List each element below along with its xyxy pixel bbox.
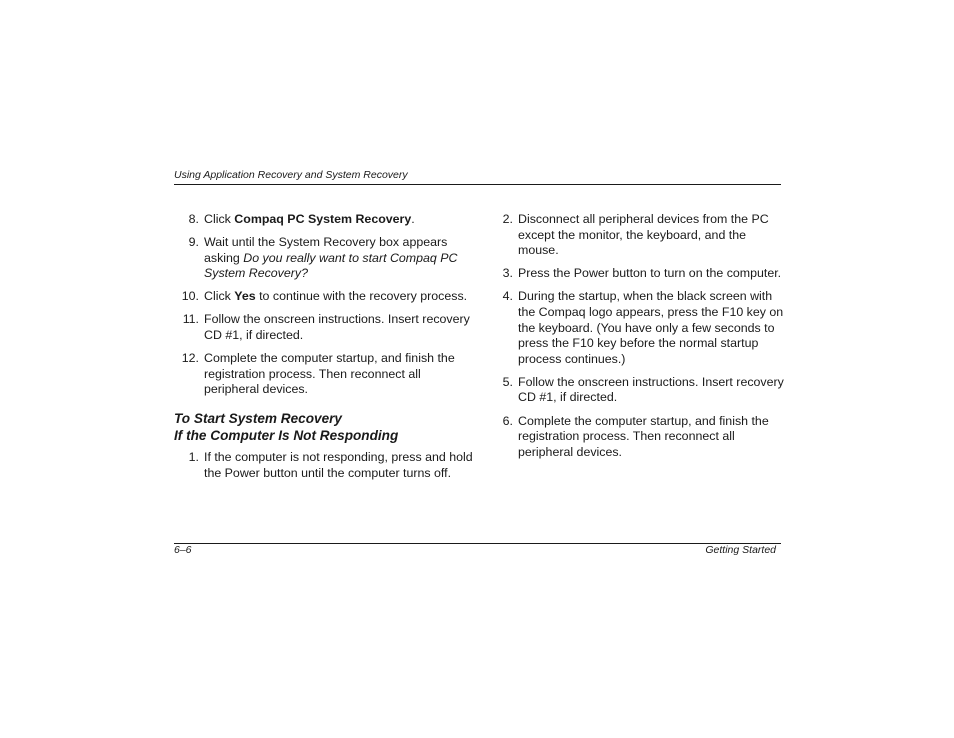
step-text-italic: Do you really want to start Compaq PC System Recovery? bbox=[204, 250, 458, 281]
header-rule bbox=[174, 184, 781, 185]
section-heading-line2: If the Computer Is Not Responding bbox=[174, 427, 399, 443]
step-number: 9. bbox=[188, 235, 199, 250]
step-number: 6. bbox=[502, 413, 513, 428]
step-number: 1. bbox=[188, 449, 199, 464]
step-text: Disconnect all peripheral devices from the PC except the monitor, the keyboard, and the mouse. bbox=[518, 212, 769, 258]
step-2 bbox=[488, 212, 788, 259]
step-text bbox=[199, 289, 474, 305]
step-9 bbox=[174, 235, 474, 282]
step-4 bbox=[488, 289, 788, 367]
step-number: 12. bbox=[181, 351, 199, 366]
step-number: 2. bbox=[502, 212, 513, 226]
step-text: Follow the onscreen instructions. Insert recovery CD #1, if directed. bbox=[518, 374, 784, 405]
section-heading bbox=[174, 410, 474, 444]
step-11 bbox=[174, 312, 474, 343]
step-text-bold: Yes bbox=[234, 289, 256, 304]
running-header: Using Application Recovery and System Recovery bbox=[174, 169, 408, 181]
step-text-pre: Click bbox=[204, 289, 235, 304]
step-text: Complete the computer startup, and finish the registration process. Then reconnect all peripheral devices. bbox=[204, 351, 455, 397]
step-text: Press the Power button to turn on the computer. bbox=[518, 266, 782, 281]
step-text-pre: Click bbox=[204, 212, 235, 226]
step-number: 3. bbox=[502, 266, 513, 281]
step-number: 5. bbox=[502, 374, 513, 389]
section-heading-line1: To Start System Recovery bbox=[174, 410, 342, 426]
step-text-post: . bbox=[411, 212, 415, 226]
step-text: During the startup, when the black screen with the Compaq logo appears, press the F10 key on the keyboard. (You have only a few seconds to press the F10 key before the normal startup process continues.) bbox=[518, 289, 784, 366]
step-text-post: to continue with the recovery process. bbox=[255, 289, 468, 304]
left-column bbox=[174, 212, 474, 489]
step-text: If the computer is not responding, press and hold the Power button until the computer turns off. bbox=[204, 449, 473, 480]
step-number: 4. bbox=[502, 289, 513, 304]
step-text bbox=[199, 235, 474, 282]
step-text bbox=[199, 212, 474, 228]
step-number: 10. bbox=[181, 289, 199, 304]
page-number: 6–6 bbox=[174, 544, 192, 556]
step-text: Complete the computer startup, and finish the registration process. Then reconnect all peripheral devices. bbox=[518, 413, 769, 459]
step-text-bold: Compaq PC System Recovery bbox=[234, 212, 412, 226]
step-10 bbox=[174, 289, 474, 305]
footer-rule bbox=[174, 543, 781, 544]
step-text-pre: Wait until the System Recovery box appears asking bbox=[204, 235, 448, 265]
step-5 bbox=[488, 375, 788, 406]
step-text: Follow the onscreen instructions. Insert recovery CD #1, if directed. bbox=[204, 312, 470, 343]
step-6 bbox=[488, 414, 788, 461]
book-title: Getting Started bbox=[705, 544, 776, 556]
step-8 bbox=[174, 212, 474, 228]
step-1 bbox=[174, 450, 474, 481]
step-12 bbox=[174, 351, 474, 398]
step-3 bbox=[488, 266, 788, 282]
right-column bbox=[488, 212, 788, 468]
step-number: 11. bbox=[182, 312, 199, 327]
step-number: 8. bbox=[188, 212, 199, 226]
